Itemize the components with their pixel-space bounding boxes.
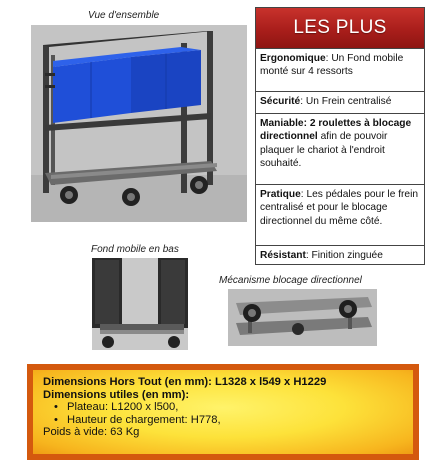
- fond-mobile-caption: Fond mobile en bas: [91, 244, 179, 255]
- dimensions-hors-tout: Dimensions Hors Tout (en mm): L1328 x l549 x H1229: [43, 376, 327, 388]
- plus-sep: :: [303, 118, 310, 129]
- overview-caption: Vue d'ensemble: [88, 10, 160, 21]
- plus-sep: :: [300, 96, 306, 107]
- plus-text: Les pédales pour le frein centralisé et pour le blocage directionnel du même côté.: [260, 189, 419, 227]
- fond-mobile-illustration: [92, 258, 188, 350]
- plus-term: Pratique: [260, 189, 301, 200]
- dimensions-utiles-title: Dimensions utiles (en mm):: [43, 388, 190, 401]
- les-plus-title: LES PLUS: [256, 8, 424, 49]
- plus-item-resistant: [256, 246, 424, 265]
- mecanisme-photo: [228, 289, 377, 346]
- plus-term: Sécurité: [260, 96, 301, 107]
- plus-item-ergonomique: [256, 49, 424, 92]
- plus-sep: :: [300, 189, 307, 200]
- dimensions-box: [27, 364, 419, 460]
- mecanisme-illustration: [228, 289, 377, 346]
- overview-photo: [31, 25, 247, 222]
- trolley-overview-illustration: [31, 25, 247, 222]
- plus-term: Ergonomique: [260, 53, 326, 64]
- plus-item-securite: [256, 92, 424, 114]
- dimensions-bullet-hauteur: • Hauteur de chargement: H778,: [43, 414, 403, 427]
- plus-sep: :: [325, 53, 332, 64]
- plus-text: afin de pouvoir plaquer le chariot à l'endroit souhaité.: [260, 131, 388, 170]
- dimensions-bullet-plateau: • Plateau: L1200 x l500,: [43, 401, 403, 414]
- plus-term: Résistant: [260, 250, 306, 261]
- plus-term: Maniable: [260, 118, 304, 129]
- dimensions-poids: Poids à vide: 63 Kg: [43, 426, 140, 439]
- plus-sep: :: [305, 250, 312, 261]
- plus-item-pratique: [256, 185, 424, 246]
- les-plus-panel: [255, 7, 425, 265]
- plus-text: Un Frein centralisé: [305, 96, 392, 107]
- plus-text: Finition zinguée: [311, 250, 383, 261]
- fond-mobile-photo: [92, 258, 188, 350]
- mecanisme-caption: Mécanisme blocage directionnel: [219, 275, 362, 286]
- plus-text: Un Fond mobile monté sur 4 ressorts: [260, 53, 404, 78]
- plus-item-maniable: [256, 114, 424, 185]
- plus-term-secondary: 2 roulettes à blocage directionnel: [260, 118, 412, 143]
